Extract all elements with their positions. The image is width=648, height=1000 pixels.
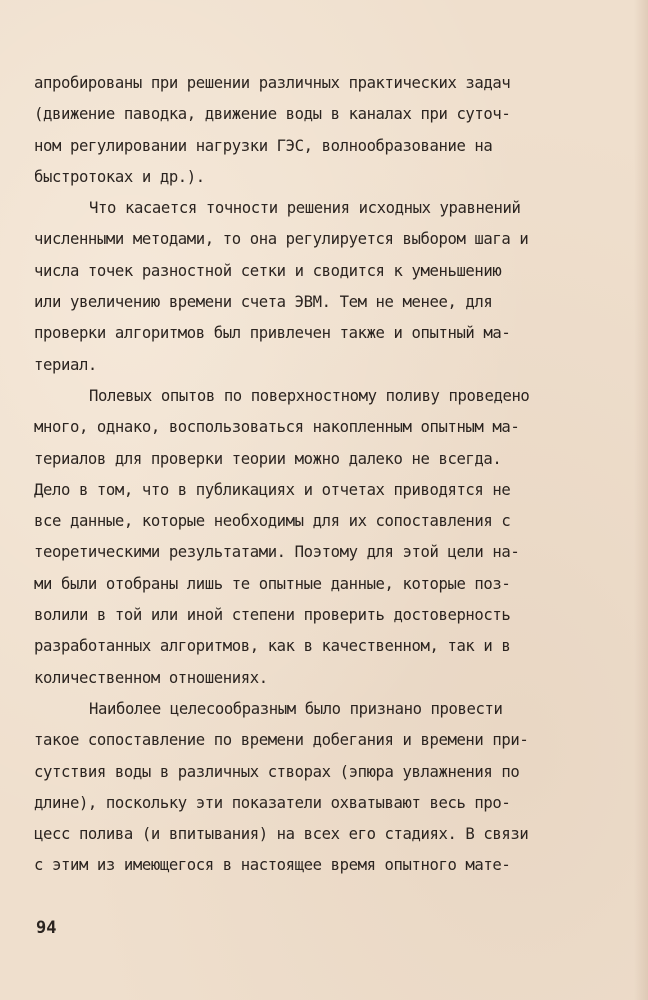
text-line: разработанных алгоритмов, как в качественном, так и в [34,637,511,656]
page-number: 94 [36,918,57,938]
text-line: много, однако, воспользоваться накопленным опытным ма- [34,418,520,437]
text-line: териалов для проверки теории можно далеко не всегда. [34,449,502,468]
text-line: проверки алгоритмов был привлечен также и опытный ма- [34,324,511,343]
paragraph-start-line: Наиболее целесообразным было признано провести [89,699,503,718]
text-line: количественном отношениях. [34,668,268,687]
text-line: численными методами, то она регулируется выбором шага и [34,230,529,249]
text-line: цесс полива (и впитывания) на всех его стадиях. В связи [34,825,529,844]
text-line: ми были отобраны лишь те опытные данные, которые поз- [34,574,511,593]
text-line: с этим из имеющегося в настоящее время опытного мате- [34,856,511,875]
paragraph-start-line: Что касается точности решения исходных уравнений [89,199,521,218]
page-edge-shadow [634,0,648,1000]
text-line: все данные, которые необходимы для их сопоставления с [34,512,511,531]
text-line: или увеличению времени счета ЭВМ. Тем не менее, для [34,293,493,312]
text-line: теоретическими результатами. Поэтому для этой цели на- [34,543,520,562]
text-line: длине), поскольку эти показатели охватывают весь про- [34,793,511,812]
text-line: сутствия воды в различных створах (эпюра увлажнения по [34,762,520,781]
text-line: быстротоках и др.). [34,167,205,186]
text-line: териал. [34,355,97,374]
paragraph-start-line: Полевых опытов по поверхностному поливу проведено [89,386,530,405]
text-line: числа точек разностной сетки и сводится к уменьшению [34,261,502,280]
text-line: (движение паводка, движение воды в каналах при суточ- [34,105,511,124]
text-line: ном регулировании нагрузки ГЭС, волнообразование на [34,136,493,155]
body-text [34,68,594,882]
text-line: волили в той или иной степени проверить достоверность [34,606,511,625]
text-line: такое сопоставление по времени добегания и времени при- [34,731,529,750]
text-line: апробированы при решении различных практических задач [34,74,511,92]
text-line: Дело в том, что в публикациях и отчетах приводятся не [34,480,511,499]
